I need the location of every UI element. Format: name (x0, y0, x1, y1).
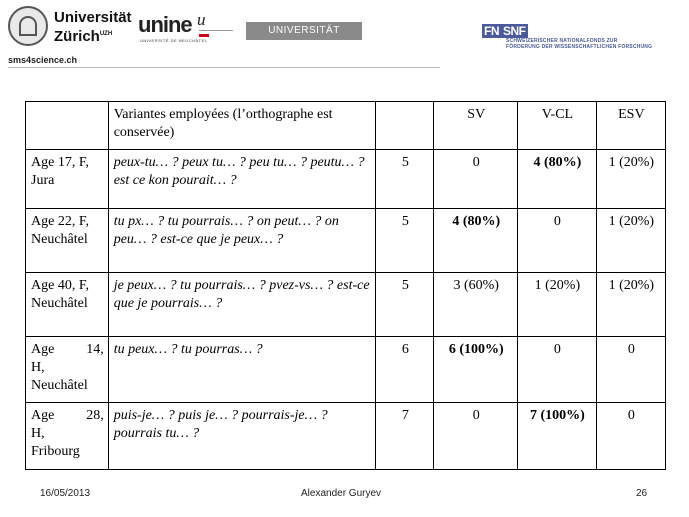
footer-author: Alexander Guryev (301, 488, 382, 499)
header-variants: Variantes employées (l’orthographe est conservée) (108, 102, 376, 150)
table-row (26, 273, 666, 337)
unine-subtitle: UNIVERSITÉ DE NEUCHÂTEL (140, 38, 208, 43)
header-cell-empty (26, 102, 109, 150)
snf-mark-a: FN (484, 24, 499, 38)
uzh-line1: Universität (54, 9, 132, 26)
speaker-age: Age 28, (31, 408, 104, 423)
unine-logo: unine (138, 12, 192, 37)
snf-text (506, 38, 652, 50)
snf-mark (482, 24, 528, 38)
sv-cell: 6 (100%) (434, 337, 518, 403)
variants-cell: tu px… ? tu pourrais… ? on peut… ? on peu… ? est-ce que je peux… ? (108, 209, 376, 273)
leipzig-logo: UNIVERSITÄT LEIPZIG (246, 22, 362, 40)
variants-cell: tu peux… ? tu pourras… ? (108, 337, 376, 403)
site-link[interactable]: sms4science.ch (8, 55, 78, 65)
vcl-cell: 1 (20%) (518, 273, 597, 337)
esv-cell: 0 (596, 337, 665, 403)
count-cell: 5 (376, 209, 434, 273)
speaker-sex: H, (31, 360, 45, 375)
vcl-cell: 7 (100%) (518, 403, 597, 470)
ub-red-bar (199, 34, 209, 37)
table-row (26, 209, 666, 273)
count-cell: 5 (376, 273, 434, 337)
snf-mark-b: SNF (503, 24, 526, 38)
snf-line1: SCHWEIZERISCHER NATIONALFONDS ZUR (506, 38, 618, 44)
header-divider (8, 67, 440, 68)
uzh-seal-icon (8, 6, 48, 46)
speaker-cell: Age 40, F, Neuchâtel (26, 273, 109, 337)
uzh-sup: UZH (99, 31, 113, 37)
esv-cell: 0 (596, 403, 665, 470)
speaker-cell (26, 403, 109, 470)
vcl-cell: 0 (518, 209, 597, 273)
speaker-sex: H, (31, 426, 45, 441)
vcl-cell: 0 (518, 337, 597, 403)
count-cell: 7 (376, 403, 434, 470)
esv-cell: 1 (20%) (596, 150, 665, 209)
variants-cell: peux-tu… ? peux tu… ? peu tu… ? peutu… ? est ce kon pourait… ? (108, 150, 376, 209)
table-row (26, 337, 666, 403)
count-cell: 5 (376, 150, 434, 209)
variants-cell: je peux… ? tu pourrais… ? pvez-vs… ? est-ce que je pourrais… ? (108, 273, 376, 337)
snf-line2: FÖRDERUNG DER WISSENSCHAFTLICHEN FORSCHUNG (506, 44, 653, 50)
header-sv: SV (434, 102, 518, 150)
vcl-cell: 4 (80%) (518, 150, 597, 209)
variants-table (25, 101, 666, 470)
ub-divider (199, 30, 233, 31)
esv-cell: 1 (20%) (596, 273, 665, 337)
sv-cell: 4 (80%) (434, 209, 518, 273)
sv-cell: 3 (60%) (434, 273, 518, 337)
variants-cell: puis-je… ? puis je… ? pourrais-je… ? pourrais tu… ? (108, 403, 376, 470)
header-cell-empty (376, 102, 434, 150)
speaker-place: Fribourg (31, 444, 80, 459)
esv-cell: 1 (20%) (596, 209, 665, 273)
speaker-cell (26, 337, 109, 403)
uzh-wordmark (54, 9, 132, 45)
speaker-age: Age 14, (31, 342, 104, 357)
footer-page-number: 26 (636, 488, 648, 499)
sv-cell: 0 (434, 150, 518, 209)
footer-date: 16/05/2013 (40, 488, 91, 499)
table-row (26, 403, 666, 470)
table-header-row (26, 102, 666, 150)
sv-cell: 0 (434, 403, 518, 470)
snf-logo (482, 22, 672, 56)
logo-header (0, 0, 689, 72)
header-vcl: V-CL (518, 102, 597, 150)
header-esv: ESV (596, 102, 665, 150)
uzh-line2: Zürich (54, 28, 100, 45)
count-cell: 6 (376, 337, 434, 403)
speaker-cell: Age 22, F, Neuchâtel (26, 209, 109, 273)
speaker-place: Neuchâtel (31, 378, 88, 393)
table-row (26, 150, 666, 209)
ub-letter: u (197, 10, 206, 29)
speaker-cell: Age 17, F, Jura (26, 150, 109, 209)
ub-logo (197, 10, 235, 40)
